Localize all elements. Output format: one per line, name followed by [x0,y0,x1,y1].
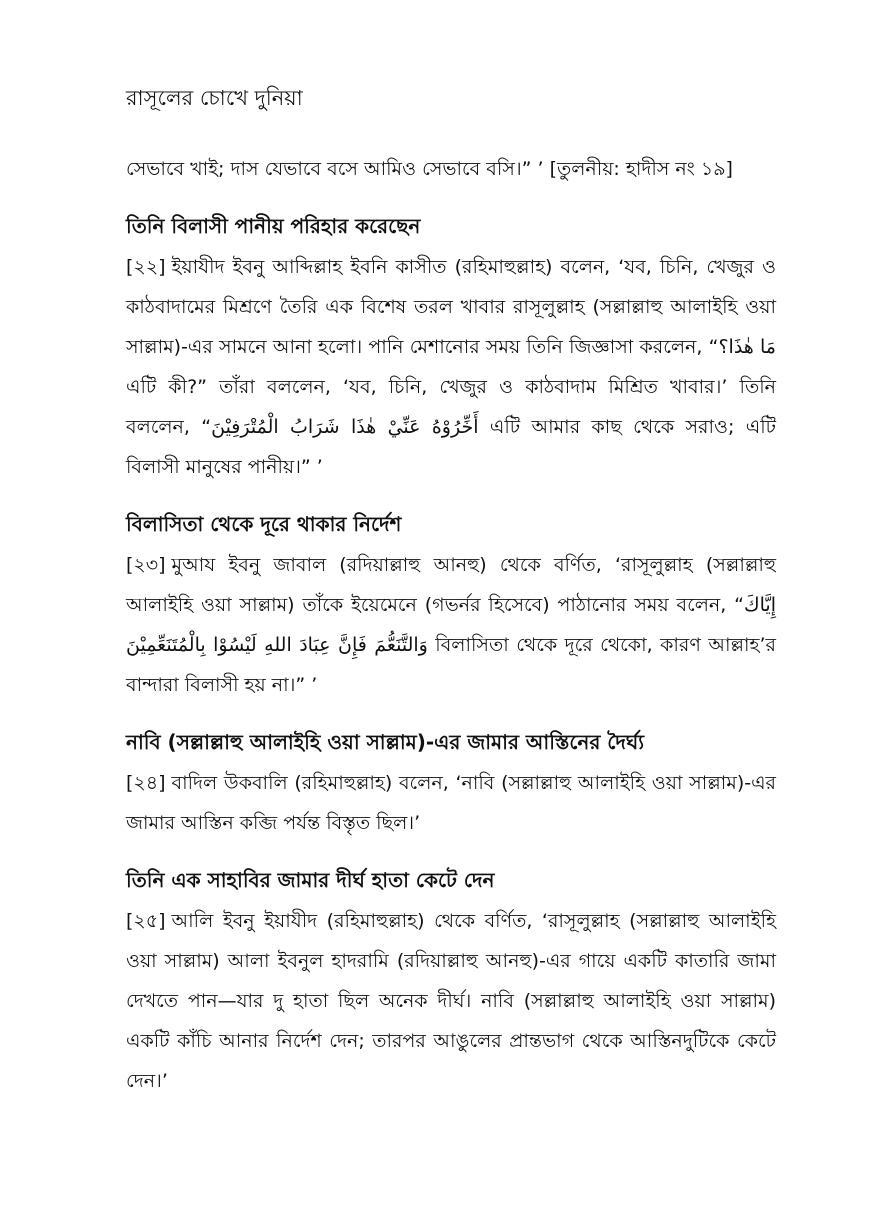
book-page [126,82,776,1121]
section-24 [126,725,776,843]
section-22 [126,209,776,487]
hadith-number: [২৩] [126,554,166,576]
hadith-text-part: মুআয ইবনু জাবাল (রদিয়াল্লাহু আনহু) থেকে বর্ণিত, ‘রাসূলুল্লাহ (সল্লাল্লাহু আলাইহি ওয়া সাল্লাম) তাঁকে ইয়েমেনে (গভর্নর হিসেবে) পাঠানোর সময় বলেন, “ [126,554,776,616]
hadith-number: [২৪] [126,772,166,794]
hadith-number: [২২] [126,256,166,278]
hadith-text-part: আলি ইবনু ইয়াযীদ (রহিমাহুল্লাহ) থেকে বর্ণিত, ‘রাসূলুল্লাহ (সল্লাল্লাহু আলাইহি ওয়া সাল্লাম) আলা ইবনুল হাদরামি (রদিয়াল্লাহু আনহু)-এর গায়ে একটি কাতারি জামা দেখতে পান—যার দু হাতা ছিল অনেক দীর্ঘ। নাবি (সল্লাল্লাহু আলাইহি ওয়া সাল্লাম) একটি কাঁচি আনার নির্দেশ দেন; তারপর আঙুলের প্রান্তভাগ থেকে আস্তিনদুটিকে কেটে দেন।’ [126,910,776,1092]
intro-paragraph: সেভাবে খাই; দাস যেভাবে বসে আমিও সেভাবে বসি।” ’ [তুলনীয়: হাদীস নং ১৯] [126,158,733,180]
section-title: নাবি (সল্লাল্লাহু আলাইহি ওয়া সাল্লাম)-এর জামার আস্তিনের দৈর্ঘ্য [126,730,645,754]
section-23 [126,507,776,705]
hadith-number: [২৫] [126,910,166,932]
hadith-text-part: এটি আমার কাছ থেকে সরাও; এটি বিলাসী মানুষের পানীয়।” ’ [126,416,776,478]
hadith-text [126,763,776,843]
section-25 [126,863,776,1101]
arabic-quote: إِيَّاكَ وَالتَّنَعُّمَ فَإِنَّ عِبَادَ اللهِ لَيْسُوْا بِالْمُتَنَعِّمِيْنَ [126,594,776,656]
hadith-text-part: বাদিল উকবালি (রহিমাহুল্লাহ) বলেন, ‘নাবি (সল্লাল্লাহু আলাইহি ওয়া সাল্লাম)-এর জামার আস্তিন কব্জি পর্যন্ত বিস্তৃত ছিল।’ [126,772,776,834]
section-title: তিনি বিলাসী পানীয় পরিহার করেছেন [126,214,421,238]
hadith-text [126,545,776,705]
section-title: বিলাসিতা থেকে দূরে থাকার নির্দেশ [126,512,402,536]
hadith-text-part: এটি কী?” তাঁরা বললেন, ‘যব, চিনি, খেজুর ও কাঠবাদাম মিশ্রিত খাবার।’ তিনি বললেন, “ [126,376,776,438]
hadith-text-part: ইয়াযীদ ইবনু আব্দিল্লাহ ইবনি কাসীত (রহিমাহুল্লাহ) বলেন, ‘যব, চিনি, খেজুর ও কাঠবাদামের মিশ্রণে তৈরি এক বিশেষ তরল খাবার রাসূলুল্লাহ (সল্লাল্লাহু আলাইহি ওয়া সাল্লাম)-এর সামনে আনা হলো। পানি মেশানোর সময় তিনি জিজ্ঞাসা করলেন, “ [126,256,776,358]
hadith-text [126,247,776,487]
running-head: রাসূলের চোখে দুনিয়া [126,86,303,110]
section-title: তিনি এক সাহাবির জামার দীর্ঘ হাতা কেটে দেন [126,868,495,892]
hadith-text [126,901,776,1101]
arabic-quote: أَخِّرُوْهُ عَنِّيْ هٰذَا شَرَابُ الْمُتْرَفِيْنَ [211,416,479,438]
hadith-text-part: বিলাসিতা থেকে দূরে থেকো, কারণ আল্লাহ’র বান্দারা বিলাসী হয় না।” ’ [126,634,776,696]
arabic-quote: مَا هٰذَا؟ [718,336,776,358]
